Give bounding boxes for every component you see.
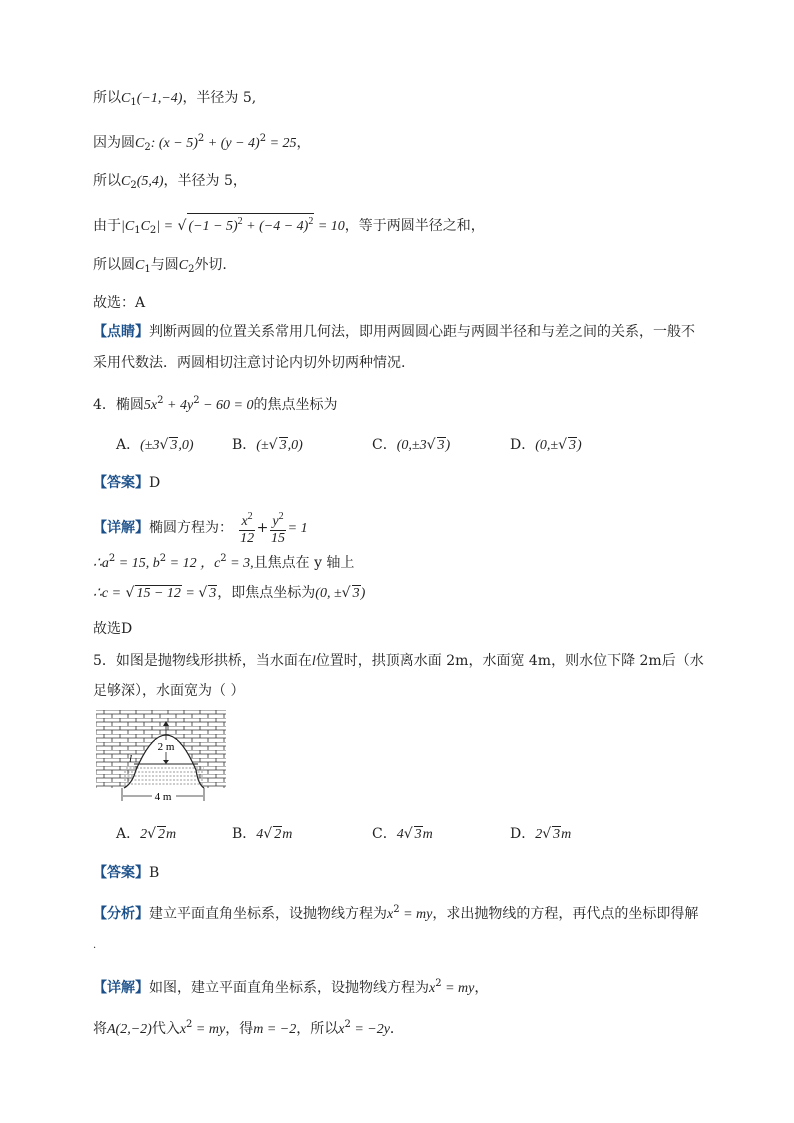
question-4: 4．椭圆$5x^2 + 4y^2 - 60 = 0$的焦点坐标为 — [93, 395, 338, 413]
line-distance: 由于$|C_1C_2|$ = √ $(-1 - 5)^2 + (-4 - 4)^2 = 10$，等于两圆半径之和， — [93, 213, 485, 241]
arrow-down-icon — [163, 760, 169, 764]
line-comment-cont: 采用代数法．两圆相切注意讨论内切外切两种情况. — [93, 355, 406, 371]
line-c-value: ∴c = √ 15 − 12 = √ 3，即焦点坐标为(0, ±√ 3) — [93, 585, 366, 601]
answer-4: 【答案】D — [93, 475, 161, 491]
line-externally-tangent: 所以圆$C_1$与圆$C_2$外切. — [93, 257, 227, 275]
detail-5: 【详解】如图，建立平面直角坐标系，设抛物线方程为$x^2$ = my， — [93, 978, 489, 996]
line-circle-c2-eq: 因为圆$C_2$: $(x - 5)^2 + (y - 4)^2 = 25$， — [93, 133, 311, 153]
line-choice-a: 故选：A — [93, 295, 146, 311]
q4-option-c[interactable]: C．(0,±3√ 3) — [372, 437, 451, 453]
width-label: 4 m — [154, 791, 172, 802]
q4-option-d[interactable]: D．(0,±√ 3) — [510, 437, 582, 453]
analysis-5-dot: . — [93, 940, 97, 951]
q4-option-a[interactable]: A．(±3√ 3,0) — [116, 437, 194, 453]
q4-option-b[interactable]: B．(±√ 3,0) — [232, 437, 303, 453]
detail-4: 【详解】椭圆方程为： $\frac{x^2}{12}$ + $\frac{y^2}{15}$ = 1 — [93, 511, 308, 546]
q5-option-b[interactable]: B．4√ 2m — [232, 826, 293, 842]
q5-option-a[interactable]: A．2√ 2m — [116, 826, 177, 842]
detail-5-substitute: 将A(2,−2)代入$x^2$ = my，得m = −2，所以$x^2 = -2y$． — [93, 1019, 404, 1037]
line-comment: 【点睛】判断两圆的位置关系常用几何法，即用两圆圆心距与两圆半径和与差之间的关系，一般不 — [93, 324, 695, 340]
line-a-b-c: $\therefore a^2 = 15$, $b^2 = 12$ ，$c^2 = 3$,且焦点在 y 轴上 — [93, 553, 355, 571]
q5-option-c[interactable]: C．4√ 3m — [372, 826, 433, 842]
height-label: 2 m — [157, 741, 175, 753]
line-c2-center: 所以$C_2(5,4)$，半径为 5， — [93, 173, 247, 191]
line-c1-center: 所以$C_1(-1,-4)$，半径为 5, — [93, 90, 257, 108]
answer-5: 【答案】B — [93, 865, 160, 881]
question-5-line2: 足够深），水面宽为（ ） — [93, 683, 245, 699]
analysis-5: 【分析】建立平面直角坐标系，设抛物线方程为$x^2$ = my，求出抛物线的方程，再代点的坐标即得解 — [93, 904, 699, 922]
question-5-line1: 5．如图是抛物线形拱桥，当水面在l位置时，拱顶离水面 2m，水面宽 4m，则水位下降 2m后（水 — [93, 653, 704, 669]
q5-option-d[interactable]: D．2√ 3m — [510, 826, 572, 842]
line-choice-d: 故选D — [93, 621, 133, 637]
line-l-label: l — [129, 753, 133, 765]
parabolic-arch-bridge-figure — [96, 710, 226, 802]
